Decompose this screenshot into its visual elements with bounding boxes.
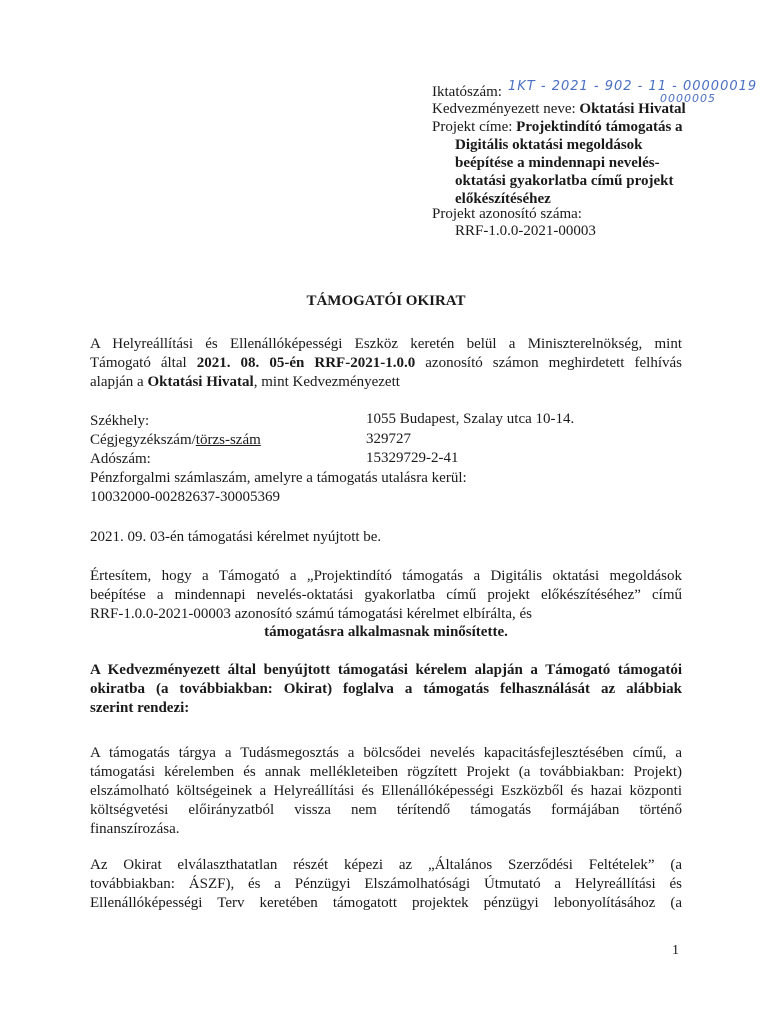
document-title: TÁMOGATÓI OKIRAT bbox=[306, 293, 466, 309]
project-id-value: RRF-1.0.0-2021-00003 bbox=[455, 223, 596, 239]
eligibility-statement: támogatásra alkalmasnak minősítette. bbox=[264, 624, 508, 640]
intro-paragraph: A Helyreállítási és Ellenállóképességi Eszköz keretén belül a Miniszterelnökség, mint Támogató által 2021. 08. 05-én RRF-2021-1.0.0 azonosító számon meghirdetett felhívás alapján a Oktatási Hivatal, mint Kedvezményezett bbox=[90, 336, 682, 390]
subject-paragraph: A támogatás tárgya a Tudásmegosztás a bölcsődei nevelés kapacitásfejlesztésében című, a támogatási kérelemben és annak mellékleteiben rögzített Projekt (a továbbiakban: Projekt) elszámolható költségeinek a Helyreállítási és Ellenállóképességi Eszközből és hazai központi költségvetési előirányzatból vissza nem térítendő támogatás formájában történő finanszírozása. bbox=[90, 745, 682, 837]
page-number: 1 bbox=[672, 943, 679, 958]
bank-account-value: 10032000-00282637-30005369 bbox=[90, 489, 280, 505]
project-id-label: Projekt azonosító száma: bbox=[432, 206, 582, 222]
notification-paragraph: Értesítem, hogy a Támogató a „Projektindító támogatás a Digitális oktatási megoldások beépítése a mindennapi nevelés-oktatási gyakorlatba című projekt előkészítéséhez” című RRF-1.0.0-2021-00003 azonosító számú támogatási kérelmet elbírálta, és bbox=[90, 568, 682, 622]
tax-number-label: Adószám: bbox=[90, 451, 151, 467]
company-reg-value: 329727 bbox=[366, 431, 411, 447]
project-title-line-4: oktatási gyakorlatba című projekt bbox=[455, 173, 674, 189]
regulation-paragraph: A Kedvezményezett által benyújtott támogatási kérelem alapján a Támogató támogatói okiratba (a továbbiakban: Okirat) foglalva a támogatás felhasználását az alábbiak szerint rendezi: bbox=[90, 662, 682, 716]
beneficiary-name-line: Kedvezményezett neve: Oktatási Hivatal bbox=[432, 101, 686, 117]
project-title-line-3: beépítése a mindennapi nevelés- bbox=[455, 155, 660, 171]
project-title-line-2: Digitális oktatási megoldások bbox=[455, 137, 643, 153]
handwritten-registration-suffix: 0000005 bbox=[660, 92, 716, 105]
registration-label: Iktatószám: bbox=[432, 84, 502, 100]
annex-paragraph: Az Okirat elválaszthatatlan részét képezi az „Általános Szerződési Feltételek” (a továbbiakban: ÁSZF), és a Pénzügyi Elszámolhatósági Útmutató a Helyreállítási és Ellenállóképességi Terv keretében támogatott projektek pénzügyi lebonyolításához (a bbox=[90, 857, 682, 911]
project-title-line: Projekt címe: Projektindító támogatás a bbox=[432, 119, 683, 135]
company-reg-label: Cégjegyzékszám/törzs-szám bbox=[90, 432, 261, 448]
tax-number-value: 15329729-2-41 bbox=[366, 450, 459, 466]
bank-account-label: Pénzforgalmi számlaszám, amelyre a támogatás utalásra kerül: bbox=[90, 470, 467, 486]
handwritten-registration-number: 1KT - 2021 - 902 - 11 - 00000019 bbox=[508, 79, 758, 94]
seat-label: Székhely: bbox=[90, 413, 150, 429]
project-title-line-5: előkészítéséhez bbox=[455, 191, 551, 207]
submission-sentence: 2021. 09. 03-én támogatási kérelmet nyújtott be. bbox=[90, 529, 382, 545]
seat-value: 1055 Budapest, Szalay utca 10-14. bbox=[366, 411, 575, 427]
